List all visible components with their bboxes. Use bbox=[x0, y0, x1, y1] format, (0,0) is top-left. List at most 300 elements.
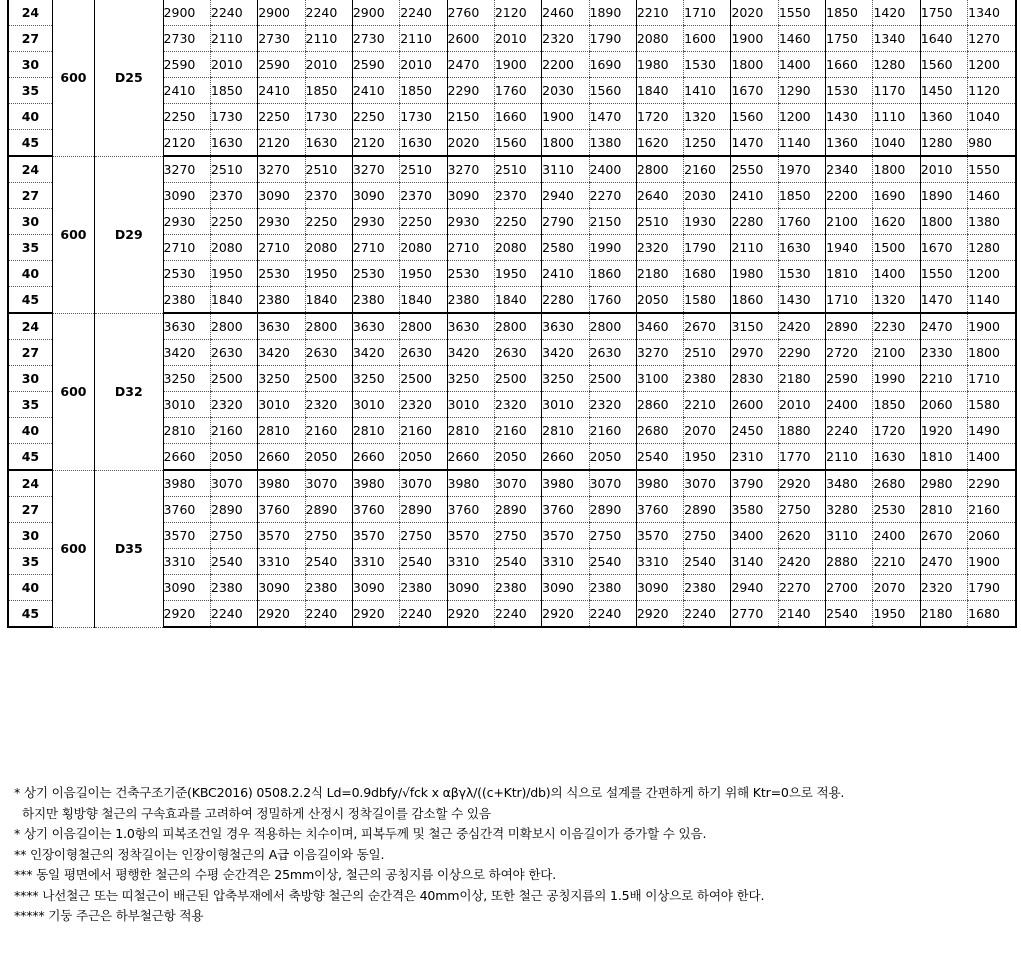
value-cell: 1710 bbox=[826, 287, 873, 314]
value-cell: 1840 bbox=[400, 287, 447, 314]
value-cell: 2240 bbox=[400, 0, 447, 26]
value-cell: 2180 bbox=[636, 261, 683, 287]
value-cell: 3310 bbox=[636, 549, 683, 575]
value-cell: 3270 bbox=[636, 340, 683, 366]
value-cell: 2790 bbox=[542, 209, 589, 235]
value-cell: 2420 bbox=[778, 549, 825, 575]
value-cell: 3010 bbox=[542, 392, 589, 418]
value-cell: 1890 bbox=[589, 0, 636, 26]
value-cell: 2240 bbox=[305, 0, 352, 26]
value-cell: 1430 bbox=[778, 287, 825, 314]
value-cell: 1790 bbox=[684, 235, 731, 261]
value-cell: 2320 bbox=[494, 392, 541, 418]
value-cell: 2630 bbox=[305, 340, 352, 366]
value-cell: 2830 bbox=[731, 366, 778, 392]
value-cell: 2700 bbox=[826, 575, 873, 601]
value-cell: 3420 bbox=[447, 340, 494, 366]
value-cell: 2810 bbox=[447, 418, 494, 444]
value-cell: 2120 bbox=[494, 0, 541, 26]
value-cell: 2080 bbox=[305, 235, 352, 261]
value-cell: 2680 bbox=[636, 418, 683, 444]
value-cell: 2540 bbox=[210, 549, 257, 575]
value-cell: 2510 bbox=[636, 209, 683, 235]
value-cell: 2970 bbox=[731, 340, 778, 366]
value-cell: 1840 bbox=[305, 287, 352, 314]
value-cell: 1040 bbox=[968, 104, 1016, 130]
fck-cell: 24 bbox=[8, 156, 52, 183]
value-cell: 2530 bbox=[447, 261, 494, 287]
value-cell: 2210 bbox=[873, 549, 920, 575]
value-cell: 1950 bbox=[305, 261, 352, 287]
value-cell: 2810 bbox=[352, 418, 399, 444]
value-cell: 2770 bbox=[731, 601, 778, 628]
fck-cell: 30 bbox=[8, 523, 52, 549]
value-cell: 1550 bbox=[920, 261, 967, 287]
value-cell: 2920 bbox=[542, 601, 589, 628]
value-cell: 1560 bbox=[589, 78, 636, 104]
value-cell: 3980 bbox=[258, 470, 305, 497]
value-cell: 2750 bbox=[210, 523, 257, 549]
value-cell: 2310 bbox=[731, 444, 778, 471]
fck-cell: 27 bbox=[8, 340, 52, 366]
value-cell: 2250 bbox=[400, 209, 447, 235]
value-cell: 2160 bbox=[684, 156, 731, 183]
value-cell: 1400 bbox=[778, 52, 825, 78]
value-cell: 3980 bbox=[542, 470, 589, 497]
value-cell: 1790 bbox=[968, 575, 1016, 601]
value-cell: 1550 bbox=[778, 0, 825, 26]
value-cell: 2370 bbox=[305, 183, 352, 209]
value-cell: 1560 bbox=[920, 52, 967, 78]
value-cell: 3980 bbox=[636, 470, 683, 497]
value-cell: 3070 bbox=[684, 470, 731, 497]
value-cell: 2980 bbox=[920, 470, 967, 497]
value-cell: 1680 bbox=[684, 261, 731, 287]
value-cell: 2920 bbox=[778, 470, 825, 497]
value-cell: 2890 bbox=[494, 497, 541, 523]
value-cell: 3630 bbox=[352, 313, 399, 340]
value-cell: 2710 bbox=[352, 235, 399, 261]
value-cell: 3570 bbox=[447, 523, 494, 549]
value-cell: 2940 bbox=[542, 183, 589, 209]
value-cell: 2930 bbox=[447, 209, 494, 235]
value-cell: 2240 bbox=[210, 0, 257, 26]
value-cell: 2320 bbox=[542, 26, 589, 52]
value-cell: 3270 bbox=[352, 156, 399, 183]
value-cell: 2030 bbox=[542, 78, 589, 104]
value-cell: 2800 bbox=[305, 313, 352, 340]
value-cell: 2590 bbox=[163, 52, 210, 78]
value-cell: 2470 bbox=[920, 549, 967, 575]
value-cell: 2120 bbox=[163, 130, 210, 157]
value-cell: 2940 bbox=[731, 575, 778, 601]
value-cell: 1550 bbox=[968, 156, 1016, 183]
value-cell: 2320 bbox=[589, 392, 636, 418]
value-cell: 1460 bbox=[778, 26, 825, 52]
value-cell: 3570 bbox=[352, 523, 399, 549]
value-cell: 1120 bbox=[968, 78, 1016, 104]
value-cell: 1730 bbox=[305, 104, 352, 130]
value-cell: 1560 bbox=[494, 130, 541, 157]
value-cell: 1810 bbox=[920, 444, 967, 471]
fck-cell: 45 bbox=[8, 444, 52, 471]
value-cell: 2380 bbox=[258, 287, 305, 314]
value-cell: 2380 bbox=[352, 287, 399, 314]
value-cell: 1430 bbox=[826, 104, 873, 130]
value-cell: 2240 bbox=[684, 601, 731, 628]
value-cell: 2150 bbox=[447, 104, 494, 130]
value-cell: 1760 bbox=[589, 287, 636, 314]
value-cell: 2280 bbox=[731, 209, 778, 235]
value-cell: 1800 bbox=[873, 156, 920, 183]
value-cell: 2280 bbox=[542, 287, 589, 314]
value-cell: 3270 bbox=[258, 156, 305, 183]
value-cell: 2240 bbox=[589, 601, 636, 628]
value-cell: 2410 bbox=[163, 78, 210, 104]
value-cell: 2930 bbox=[352, 209, 399, 235]
value-cell: 2380 bbox=[684, 366, 731, 392]
value-cell: 3250 bbox=[258, 366, 305, 392]
value-cell: 1580 bbox=[968, 392, 1016, 418]
value-cell: 2110 bbox=[731, 235, 778, 261]
value-cell: 1720 bbox=[873, 418, 920, 444]
value-cell: 2550 bbox=[731, 156, 778, 183]
value-cell: 3100 bbox=[636, 366, 683, 392]
fck-cell: 30 bbox=[8, 209, 52, 235]
value-cell: 3070 bbox=[210, 470, 257, 497]
value-cell: 2670 bbox=[920, 523, 967, 549]
value-cell: 1850 bbox=[873, 392, 920, 418]
value-cell: 1630 bbox=[305, 130, 352, 157]
value-cell: 2210 bbox=[636, 0, 683, 26]
value-cell: 2530 bbox=[873, 497, 920, 523]
value-cell: 1840 bbox=[636, 78, 683, 104]
value-cell: 1340 bbox=[873, 26, 920, 52]
value-cell: 3760 bbox=[447, 497, 494, 523]
value-cell: 1640 bbox=[920, 26, 967, 52]
value-cell: 2450 bbox=[731, 418, 778, 444]
value-cell: 2370 bbox=[494, 183, 541, 209]
value-cell: 2500 bbox=[305, 366, 352, 392]
value-cell: 2070 bbox=[873, 575, 920, 601]
cover-cell: 600 bbox=[52, 313, 94, 470]
value-cell: 2510 bbox=[305, 156, 352, 183]
value-cell: 3070 bbox=[494, 470, 541, 497]
value-cell: 2250 bbox=[163, 104, 210, 130]
fck-cell: 45 bbox=[8, 287, 52, 314]
value-cell: 1470 bbox=[589, 104, 636, 130]
value-cell: 2540 bbox=[826, 601, 873, 628]
fck-cell: 35 bbox=[8, 549, 52, 575]
value-cell: 2320 bbox=[400, 392, 447, 418]
value-cell: 2760 bbox=[447, 0, 494, 26]
value-cell: 2050 bbox=[210, 444, 257, 471]
value-cell: 1850 bbox=[210, 78, 257, 104]
value-cell: 3090 bbox=[542, 575, 589, 601]
table-row bbox=[8, 313, 1016, 340]
value-cell: 2600 bbox=[731, 392, 778, 418]
value-cell: 2340 bbox=[826, 156, 873, 183]
value-cell: 1470 bbox=[920, 287, 967, 314]
value-cell: 1750 bbox=[920, 0, 967, 26]
value-cell: 2900 bbox=[258, 0, 305, 26]
value-cell: 3280 bbox=[826, 497, 873, 523]
table-body bbox=[8, 0, 1016, 627]
value-cell: 2730 bbox=[163, 26, 210, 52]
value-cell: 2540 bbox=[636, 444, 683, 471]
value-cell: 2660 bbox=[542, 444, 589, 471]
fck-cell: 27 bbox=[8, 497, 52, 523]
value-cell: 1950 bbox=[684, 444, 731, 471]
value-cell: 2290 bbox=[778, 340, 825, 366]
value-cell: 3010 bbox=[447, 392, 494, 418]
value-cell: 2530 bbox=[258, 261, 305, 287]
value-cell: 1630 bbox=[778, 235, 825, 261]
value-cell: 3250 bbox=[352, 366, 399, 392]
value-cell: 1280 bbox=[920, 130, 967, 157]
value-cell: 2590 bbox=[352, 52, 399, 78]
value-cell: 3090 bbox=[163, 183, 210, 209]
value-cell: 1760 bbox=[494, 78, 541, 104]
value-cell: 3980 bbox=[352, 470, 399, 497]
bar-size-cell: D35 bbox=[95, 470, 163, 627]
value-cell: 1140 bbox=[778, 130, 825, 157]
value-cell: 1900 bbox=[968, 549, 1016, 575]
value-cell: 2810 bbox=[163, 418, 210, 444]
value-cell: 3310 bbox=[163, 549, 210, 575]
value-cell: 3760 bbox=[258, 497, 305, 523]
value-cell: 1750 bbox=[826, 26, 873, 52]
value-cell: 2160 bbox=[968, 497, 1016, 523]
value-cell: 1580 bbox=[684, 287, 731, 314]
value-cell: 1280 bbox=[968, 235, 1016, 261]
value-cell: 3110 bbox=[542, 156, 589, 183]
value-cell: 3630 bbox=[542, 313, 589, 340]
value-cell: 2710 bbox=[258, 235, 305, 261]
value-cell: 2240 bbox=[305, 601, 352, 628]
value-cell: 3480 bbox=[826, 470, 873, 497]
value-cell: 1560 bbox=[731, 104, 778, 130]
value-cell: 2660 bbox=[447, 444, 494, 471]
value-cell: 3090 bbox=[163, 575, 210, 601]
value-cell: 3140 bbox=[731, 549, 778, 575]
value-cell: 1860 bbox=[731, 287, 778, 314]
value-cell: 2050 bbox=[494, 444, 541, 471]
value-cell: 2320 bbox=[920, 575, 967, 601]
fck-cell: 45 bbox=[8, 601, 52, 628]
value-cell: 1460 bbox=[968, 183, 1016, 209]
value-cell: 2580 bbox=[542, 235, 589, 261]
footnote: **** 나선철근 또는 띠철근이 배근된 압축부재에서 축방향 철근의 순간격은 40mm이상, 또한 철근 공칭지름의 1.5배 이상으로 하여야 한다. bbox=[14, 887, 765, 903]
value-cell: 2010 bbox=[778, 392, 825, 418]
value-cell: 2660 bbox=[352, 444, 399, 471]
value-cell: 1980 bbox=[636, 52, 683, 78]
value-cell: 1420 bbox=[873, 0, 920, 26]
value-cell: 2890 bbox=[305, 497, 352, 523]
value-cell: 2250 bbox=[258, 104, 305, 130]
value-cell: 1950 bbox=[873, 601, 920, 628]
value-cell: 2210 bbox=[684, 392, 731, 418]
value-cell: 2630 bbox=[210, 340, 257, 366]
value-cell: 3980 bbox=[447, 470, 494, 497]
value-cell: 2010 bbox=[210, 52, 257, 78]
value-cell: 1340 bbox=[968, 0, 1016, 26]
value-cell: 1770 bbox=[778, 444, 825, 471]
value-cell: 3070 bbox=[400, 470, 447, 497]
value-cell: 2750 bbox=[400, 523, 447, 549]
value-cell: 2920 bbox=[163, 601, 210, 628]
value-cell: 1530 bbox=[826, 78, 873, 104]
fck-cell: 40 bbox=[8, 261, 52, 287]
footnote: 하지만 횡방향 철근의 구속효과를 고려하여 정밀하게 산정시 정착길이를 감소할 수 있음 bbox=[22, 805, 491, 821]
cover-cell: 600 bbox=[52, 470, 94, 627]
value-cell: 1290 bbox=[778, 78, 825, 104]
value-cell: 1600 bbox=[684, 26, 731, 52]
value-cell: 2920 bbox=[447, 601, 494, 628]
value-cell: 2670 bbox=[684, 313, 731, 340]
value-cell: 2410 bbox=[542, 261, 589, 287]
value-cell: 2680 bbox=[873, 470, 920, 497]
value-cell: 2240 bbox=[826, 418, 873, 444]
value-cell: 2630 bbox=[494, 340, 541, 366]
value-cell: 2720 bbox=[826, 340, 873, 366]
value-cell: 2460 bbox=[542, 0, 589, 26]
value-cell: 2890 bbox=[210, 497, 257, 523]
value-cell: 2060 bbox=[920, 392, 967, 418]
value-cell: 2080 bbox=[210, 235, 257, 261]
value-cell: 1270 bbox=[968, 26, 1016, 52]
fck-cell: 35 bbox=[8, 392, 52, 418]
value-cell: 1730 bbox=[210, 104, 257, 130]
value-cell: 1920 bbox=[920, 418, 967, 444]
value-cell: 1680 bbox=[968, 601, 1016, 628]
value-cell: 1630 bbox=[210, 130, 257, 157]
value-cell: 1800 bbox=[968, 340, 1016, 366]
fck-cell: 35 bbox=[8, 235, 52, 261]
value-cell: 1620 bbox=[873, 209, 920, 235]
value-cell: 2800 bbox=[210, 313, 257, 340]
value-cell: 2020 bbox=[731, 0, 778, 26]
value-cell: 2230 bbox=[873, 313, 920, 340]
value-cell: 2500 bbox=[494, 366, 541, 392]
value-cell: 3570 bbox=[542, 523, 589, 549]
value-cell: 1660 bbox=[494, 104, 541, 130]
value-cell: 1930 bbox=[684, 209, 731, 235]
value-cell: 2540 bbox=[494, 549, 541, 575]
value-cell: 2270 bbox=[778, 575, 825, 601]
value-cell: 2270 bbox=[589, 183, 636, 209]
value-cell: 2250 bbox=[352, 104, 399, 130]
value-cell: 1730 bbox=[400, 104, 447, 130]
value-cell: 2380 bbox=[210, 575, 257, 601]
value-cell: 2160 bbox=[305, 418, 352, 444]
value-cell: 2020 bbox=[447, 130, 494, 157]
value-cell: 2500 bbox=[210, 366, 257, 392]
value-cell: 2380 bbox=[163, 287, 210, 314]
value-cell: 2860 bbox=[636, 392, 683, 418]
value-cell: 1990 bbox=[873, 366, 920, 392]
value-cell: 2120 bbox=[352, 130, 399, 157]
value-cell: 1790 bbox=[589, 26, 636, 52]
value-cell: 2800 bbox=[400, 313, 447, 340]
value-cell: 2530 bbox=[163, 261, 210, 287]
fck-cell: 24 bbox=[8, 470, 52, 497]
value-cell: 2920 bbox=[352, 601, 399, 628]
value-cell: 1630 bbox=[873, 444, 920, 471]
value-cell: 3090 bbox=[447, 575, 494, 601]
value-cell: 2410 bbox=[258, 78, 305, 104]
fck-cell: 27 bbox=[8, 183, 52, 209]
value-cell: 2160 bbox=[400, 418, 447, 444]
value-cell: 2010 bbox=[920, 156, 967, 183]
value-cell: 2750 bbox=[684, 523, 731, 549]
value-cell: 2380 bbox=[589, 575, 636, 601]
value-cell: 2410 bbox=[352, 78, 399, 104]
fck-cell: 30 bbox=[8, 366, 52, 392]
value-cell: 3980 bbox=[163, 470, 210, 497]
value-cell: 2540 bbox=[684, 549, 731, 575]
value-cell: 2420 bbox=[778, 313, 825, 340]
value-cell: 2590 bbox=[258, 52, 305, 78]
value-cell: 2380 bbox=[447, 287, 494, 314]
value-cell: 1200 bbox=[968, 261, 1016, 287]
fck-cell: 27 bbox=[8, 26, 52, 52]
value-cell: 2880 bbox=[826, 549, 873, 575]
value-cell: 3250 bbox=[542, 366, 589, 392]
fck-cell: 40 bbox=[8, 418, 52, 444]
value-cell: 2070 bbox=[684, 418, 731, 444]
table-row bbox=[8, 470, 1016, 497]
value-cell: 1900 bbox=[542, 104, 589, 130]
cover-cell: 600 bbox=[52, 0, 94, 156]
value-cell: 2500 bbox=[589, 366, 636, 392]
value-cell: 2370 bbox=[210, 183, 257, 209]
value-cell: 2470 bbox=[447, 52, 494, 78]
value-cell: 3270 bbox=[163, 156, 210, 183]
cover-cell: 600 bbox=[52, 156, 94, 313]
value-cell: 2080 bbox=[494, 235, 541, 261]
value-cell: 2050 bbox=[589, 444, 636, 471]
value-cell: 2730 bbox=[352, 26, 399, 52]
value-cell: 3420 bbox=[163, 340, 210, 366]
value-cell: 2630 bbox=[400, 340, 447, 366]
value-cell: 2110 bbox=[210, 26, 257, 52]
value-cell: 1670 bbox=[920, 235, 967, 261]
value-cell: 2540 bbox=[400, 549, 447, 575]
value-cell: 1690 bbox=[873, 183, 920, 209]
value-cell: 3630 bbox=[163, 313, 210, 340]
value-cell: 1620 bbox=[636, 130, 683, 157]
value-cell: 1990 bbox=[589, 235, 636, 261]
value-cell: 1850 bbox=[305, 78, 352, 104]
bar-size-cell: D32 bbox=[95, 313, 163, 470]
footnote: * 상기 이음길이는 1.0항의 피복조건일 경우 적용하는 치수이며, 피복두께 및 철근 중심간격 미확보시 이음길이가 증가할 수 있음. bbox=[14, 826, 707, 841]
value-cell: 2510 bbox=[400, 156, 447, 183]
value-cell: 2010 bbox=[494, 26, 541, 52]
value-cell: 1360 bbox=[826, 130, 873, 157]
value-cell: 3570 bbox=[163, 523, 210, 549]
value-cell: 3400 bbox=[731, 523, 778, 549]
value-cell: 2750 bbox=[589, 523, 636, 549]
table-row bbox=[8, 0, 1016, 26]
value-cell: 1850 bbox=[400, 78, 447, 104]
value-cell: 2050 bbox=[400, 444, 447, 471]
value-cell: 2540 bbox=[305, 549, 352, 575]
value-cell: 1850 bbox=[826, 0, 873, 26]
value-cell: 3070 bbox=[305, 470, 352, 497]
value-cell: 1660 bbox=[826, 52, 873, 78]
value-cell: 2900 bbox=[352, 0, 399, 26]
